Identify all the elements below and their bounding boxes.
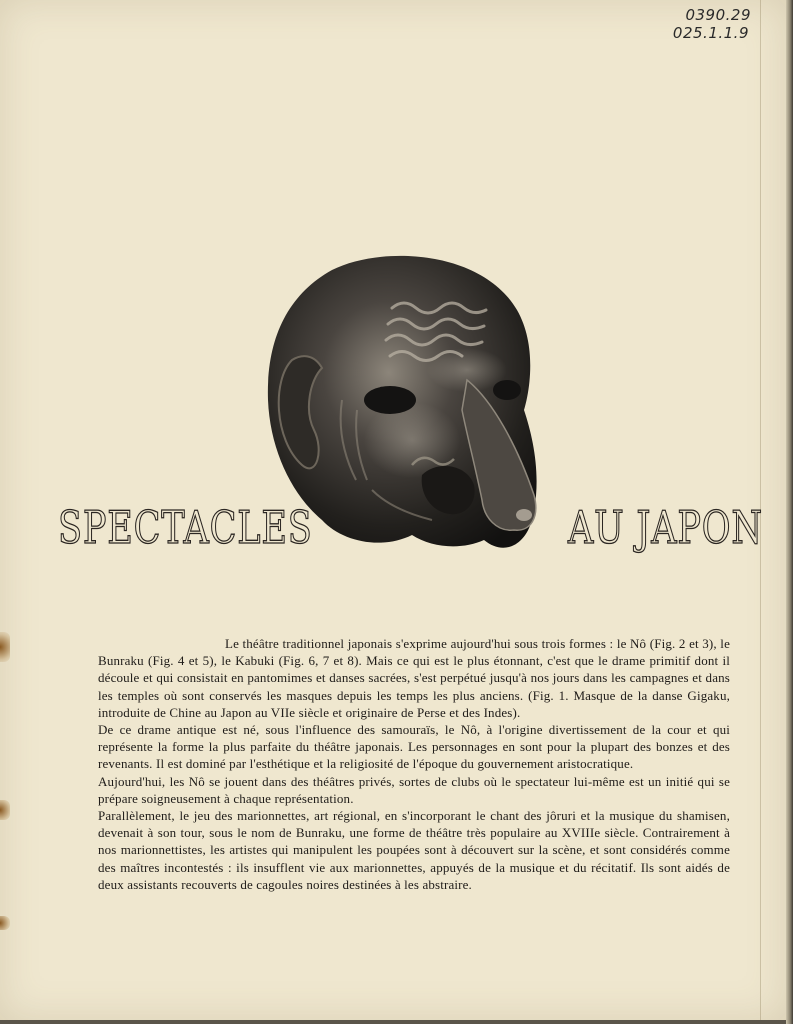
title-au-japon: AU JAPON: [568, 501, 763, 554]
page-edge: [786, 0, 793, 1024]
paragraph: Le théâtre traditionnel japonais s'exprime aujourd'hui sous trois formes : le Nô (Fig. 2 et 3), le Bunraku (Fig. 4 et 5), le Kabuki (Fig. 6, 7 et 8). Mais ce qui est le plus étonnant, c'est que le drame primitif dont il découle et qui consistait en pantomimes et danses sacrées, s'est perpétué jusqu'à nos jours dans les campagnes et dans les temples où sont conservés les masques depuis les temps les plus anciens. (Fig. 1. Masque de la danse Gigaku, introduite de Chine au Japon au VIIe siècle et originaire de Perse et des Indes).: [98, 636, 730, 720]
edge-stain: [0, 632, 10, 662]
article-body: [98, 635, 730, 893]
paragraph: Aujourd'hui, les Nô se jouent dans des théâtres privés, sortes de clubs où le spectateur lui-même est un initié qui se prépare soigneusement à chaque représentation.: [98, 773, 730, 806]
reference-number: 0390.29: [685, 6, 751, 24]
paragraph: De ce drame antique est né, sous l'influence des samouraïs, le Nô, à l'origine divertissement de la cour et qui représente la forme la plus parfaite du théâtre japonais. Les personnages en sont pour la plupart des bonzes et des revenants. Il est dominé par l'esthétique et la religiosité de l'époque du gouvernement aristocratique.: [98, 722, 730, 772]
edge-stain: [0, 916, 10, 930]
edge-stain: [0, 800, 10, 820]
paragraph: Parallèlement, le jeu des marionnettes, art régional, en s'incorporant le chant des jôruri et la musique du shamisen, devenait à son tour, sous le nom de Bunraku, une forme de théâtre très populaire au XVIIIe siècle. Contrairement à nos marionnettistes, les artistes qui manipulent les poupées sont à découvert sur la scène, et sont considérés comme des maîtres incontestés : ils insufflent vie aux marionnettes, appuyés de la musique et du récitatif. Ils sont aidés de deux assistants recouverts de cagoules noires destinées à les abstraire.: [98, 808, 730, 892]
reference-number-secondary: 025.1.1.9: [672, 24, 749, 42]
title-spectacles: SPECTACLES: [58, 501, 313, 554]
